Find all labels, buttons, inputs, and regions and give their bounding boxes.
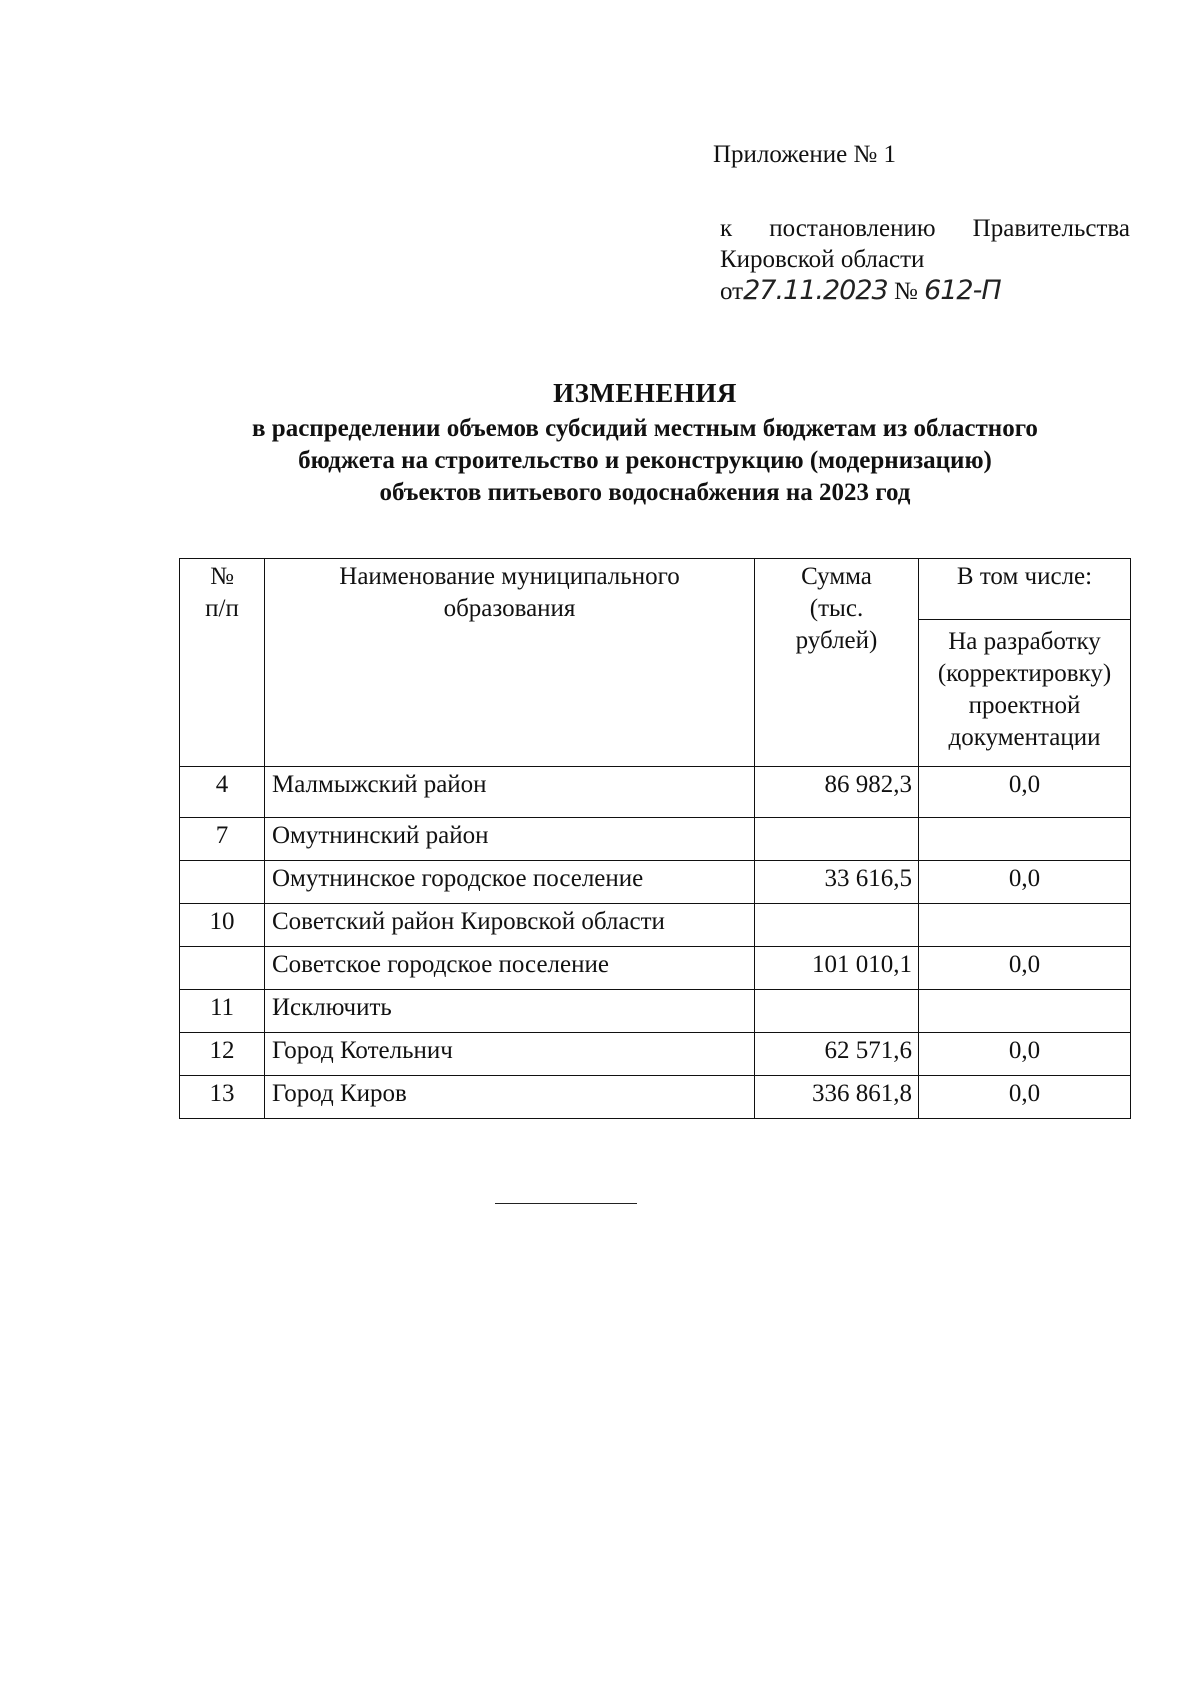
row-municipality: Омутнинское городское поселение: [265, 861, 755, 904]
row-number: [180, 947, 265, 990]
document-title: ИЗМЕНЕНИЯ: [553, 378, 737, 408]
row-sum: 86 982,3: [755, 767, 919, 818]
header-number: № п/п: [180, 559, 265, 767]
row-municipality: Город Киров: [265, 1076, 755, 1119]
row-number: 12: [180, 1033, 265, 1076]
row-design-docs: [919, 818, 1131, 861]
table-row: [180, 861, 1131, 904]
row-design-docs: 0,0: [919, 1076, 1131, 1119]
reference-line-1: к постановлению Правительства: [720, 215, 1130, 242]
table-row: [180, 1076, 1131, 1119]
row-municipality: Город Котельнич: [265, 1033, 755, 1076]
row-design-docs: [919, 904, 1131, 947]
reference-date-number: [720, 275, 1130, 307]
row-sum: 33 616,5: [755, 861, 919, 904]
row-municipality: Малмыжский район: [265, 767, 755, 818]
row-number: 7: [180, 818, 265, 861]
header-municipality: Наименование муниципального образования: [265, 559, 755, 767]
reference-number-prefix: №: [893, 278, 918, 305]
row-number: 13: [180, 1076, 265, 1119]
row-sum: 101 010,1: [755, 947, 919, 990]
row-design-docs: 0,0: [919, 1033, 1131, 1076]
row-municipality: Омутнинский район: [265, 818, 755, 861]
header-design-docs: На разработку (корректировку) проектной документации: [919, 620, 1131, 767]
appendix-label: Приложение № 1: [713, 141, 897, 168]
reference-line-2: Кировской области: [720, 246, 925, 273]
row-municipality: Советское городское поселение: [265, 947, 755, 990]
row-municipality: Исключить: [265, 990, 755, 1033]
document-subtitle: [0, 413, 1200, 509]
table-row: [180, 818, 1131, 861]
row-design-docs: 0,0: [919, 861, 1131, 904]
header-including: В том числе:: [919, 559, 1131, 620]
row-sum: 62 571,6: [755, 1033, 919, 1076]
row-number: [180, 861, 265, 904]
row-sum: [755, 990, 919, 1033]
subtitle-line: в распределении объемов субсидий местным бюджетам из областного: [252, 415, 1038, 442]
row-design-docs: 0,0: [919, 947, 1131, 990]
row-design-docs: 0,0: [919, 767, 1131, 818]
row-number: 11: [180, 990, 265, 1033]
row-sum: 336 861,8: [755, 1076, 919, 1119]
table-row: [180, 767, 1131, 818]
header-sum: Сумма (тыс. рублей): [755, 559, 919, 767]
row-design-docs: [919, 990, 1131, 1033]
subtitle-line: бюджета на строительство и реконструкцию (модернизацию): [298, 447, 992, 474]
subsidy-table: [179, 558, 1131, 1119]
table-row: [180, 990, 1131, 1033]
table-header-row: [180, 559, 1131, 620]
row-sum: [755, 818, 919, 861]
reference-from-prefix: от: [720, 278, 744, 305]
resolution-reference: [720, 213, 1130, 307]
handwritten-date: 27.11.2023: [743, 275, 888, 306]
subtitle-line: объектов питьевого водоснабжения на 2023 год: [379, 479, 911, 506]
handwritten-number: 612-П: [924, 275, 1001, 306]
row-number: 10: [180, 904, 265, 947]
row-sum: [755, 904, 919, 947]
row-municipality: Советский район Кировской области: [265, 904, 755, 947]
table-row: [180, 904, 1131, 947]
table-row: [180, 1033, 1131, 1076]
row-number: 4: [180, 767, 265, 818]
table-row: [180, 947, 1131, 990]
closing-rule: [495, 1203, 637, 1204]
